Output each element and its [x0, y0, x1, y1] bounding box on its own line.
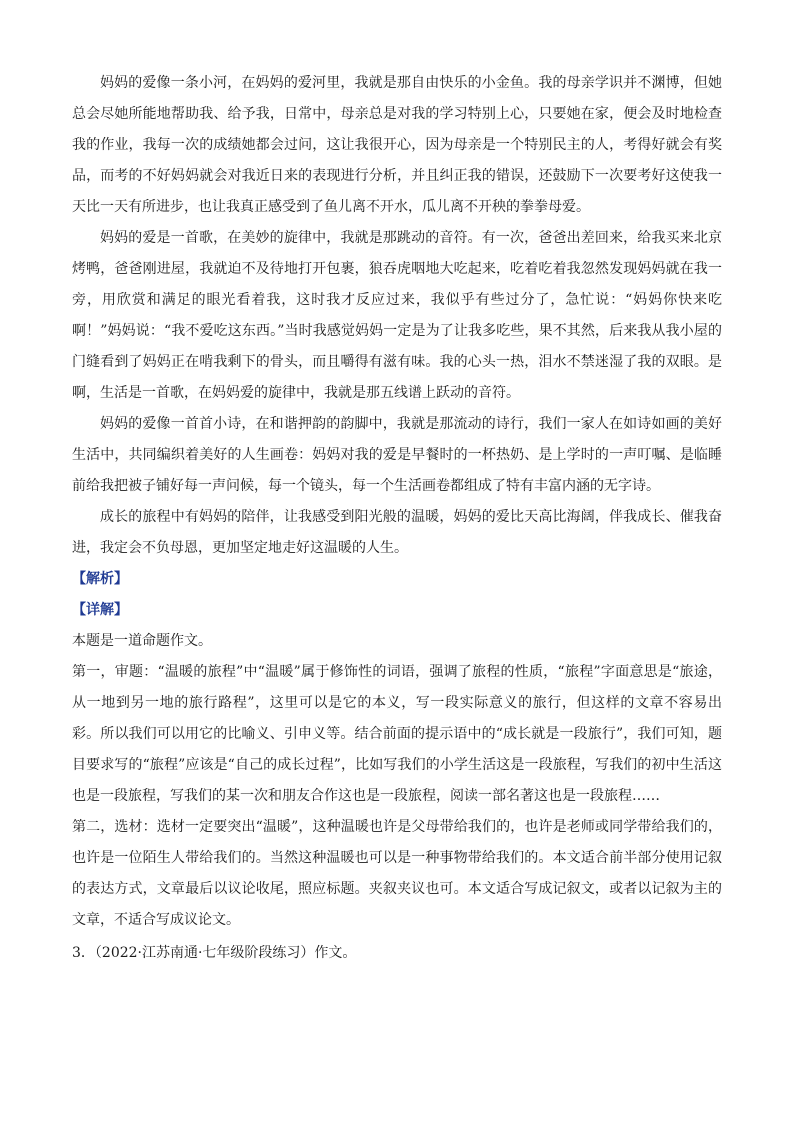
- next-question-heading: 3．（2022·江苏南通·七年级阶段练习）作文。: [72, 945, 357, 961]
- document-page: [72, 68, 722, 969]
- essay-paragraph-2: 妈妈的爱是一首歌，在美妙的旋律中，我就是那跳动的音符。有一次，爸爸出差回来，给我买来北京烤鸭，爸爸刚进屋，我就迫不及待地打开包裹，狼吞虎咽地大吃起来，吃着吃着我忽然发现妈妈就在我一旁，用欣赏和满足的眼光看着我，这时我才反应过来，我似乎有些过分了，急忙说：“妈妈你快来吃啊！”妈妈说：“我不爱吃这东西。”当时我感觉妈妈一定是为了让我多吃些，果不其然，后来我从我小屋的门缝看到了妈妈正在啃我剩下的骨头，而且嚼得有滋有味。我的心头一热，泪水不禁迷湿了我的双眼。是啊，生活是一首歌，在妈妈爱的旋律中，我就是那五线谱上跃动的音符。: [72, 230, 722, 401]
- analysis-intro: 本题是一道命题作文。: [72, 633, 212, 649]
- essay-paragraph-4: 成长的旅程中有妈妈的陪伴，让我感受到阳光般的温暖，妈妈的爱比天高比海阔，伴我成长、催我奋进，我定会不负母恩，更加坚定地走好这温暖的人生。: [72, 509, 722, 556]
- detail-tag: 【详解】: [72, 602, 128, 618]
- analysis-point-2: 第二，选材：选材一定要突出“温暖”，这种温暖也许是父母带给我们的，也许是老师或同学带给我们的，也许是一位陌生人带给我们的。当然这种温暖也可以是一种事物带给我们的。本文适合前半部分使用记叙的表达方式，文章最后以议论收尾，照应标题。夹叙夹议也可。本文适合写成记叙文，或者以记叙为主的文章，不适合写成议论文。: [72, 819, 722, 928]
- essay-paragraph-3: 妈妈的爱像一首首小诗，在和谐押韵的韵脚中，我就是那流动的诗行，我们一家人在如诗如画的美好生活中，共同编织着美好的人生画卷：妈妈对我的爱是早餐时的一杯热奶、是上学时的一声叮嘱、是临睡前给我把被子铺好每一声问候，每一个镜头，每一个生活画卷都组成了特有丰富内涵的无字诗。: [72, 416, 722, 494]
- essay-paragraph-1: 妈妈的爱像一条小河，在妈妈的爱河里，我就是那自由快乐的小金鱼。我的母亲学识并不渊博，但她总会尽她所能地帮助我、给予我，日常中，母亲总是对我的学习特别上心，只要她在家，便会及时地检查我的作业，我每一次的成绩她都会过问，这让我很开心，因为母亲是一个特别民主的人，考得好就会有奖品，而考的不好妈妈就会对我近日来的表现进行分析，并且纠正我的错误，还鼓励下一次要考好这使我一天比一天有所进步，也让我真正感受到了鱼儿离不开水，瓜儿离不开秧的拳拳母爱。: [72, 75, 722, 215]
- analysis-point-1: 第一，审题：“温暖的旅程”中“温暖”属于修饰性的词语，强调了旅程的性质，“旅程”字面意思是“旅途，从一地到另一地的旅行路程”，这里可以是它的本义，写一段实际意义的旅行，但这样的文章不容易出彩。所以我们可以用它的比喻义、引申义等。结合前面的提示语中的“成长就是一段旅行”，我们可知，题目要求写的“旅程”应该是“自己的成长过程”，比如写我们的小学生活这是一段旅程，写我们的初中生活这也是一段旅程，写我们的某一次和朋友合作这也是一段旅程，阅读一部名著这也是一段旅程……: [72, 664, 722, 804]
- analysis-tag: 【解析】: [72, 571, 128, 587]
